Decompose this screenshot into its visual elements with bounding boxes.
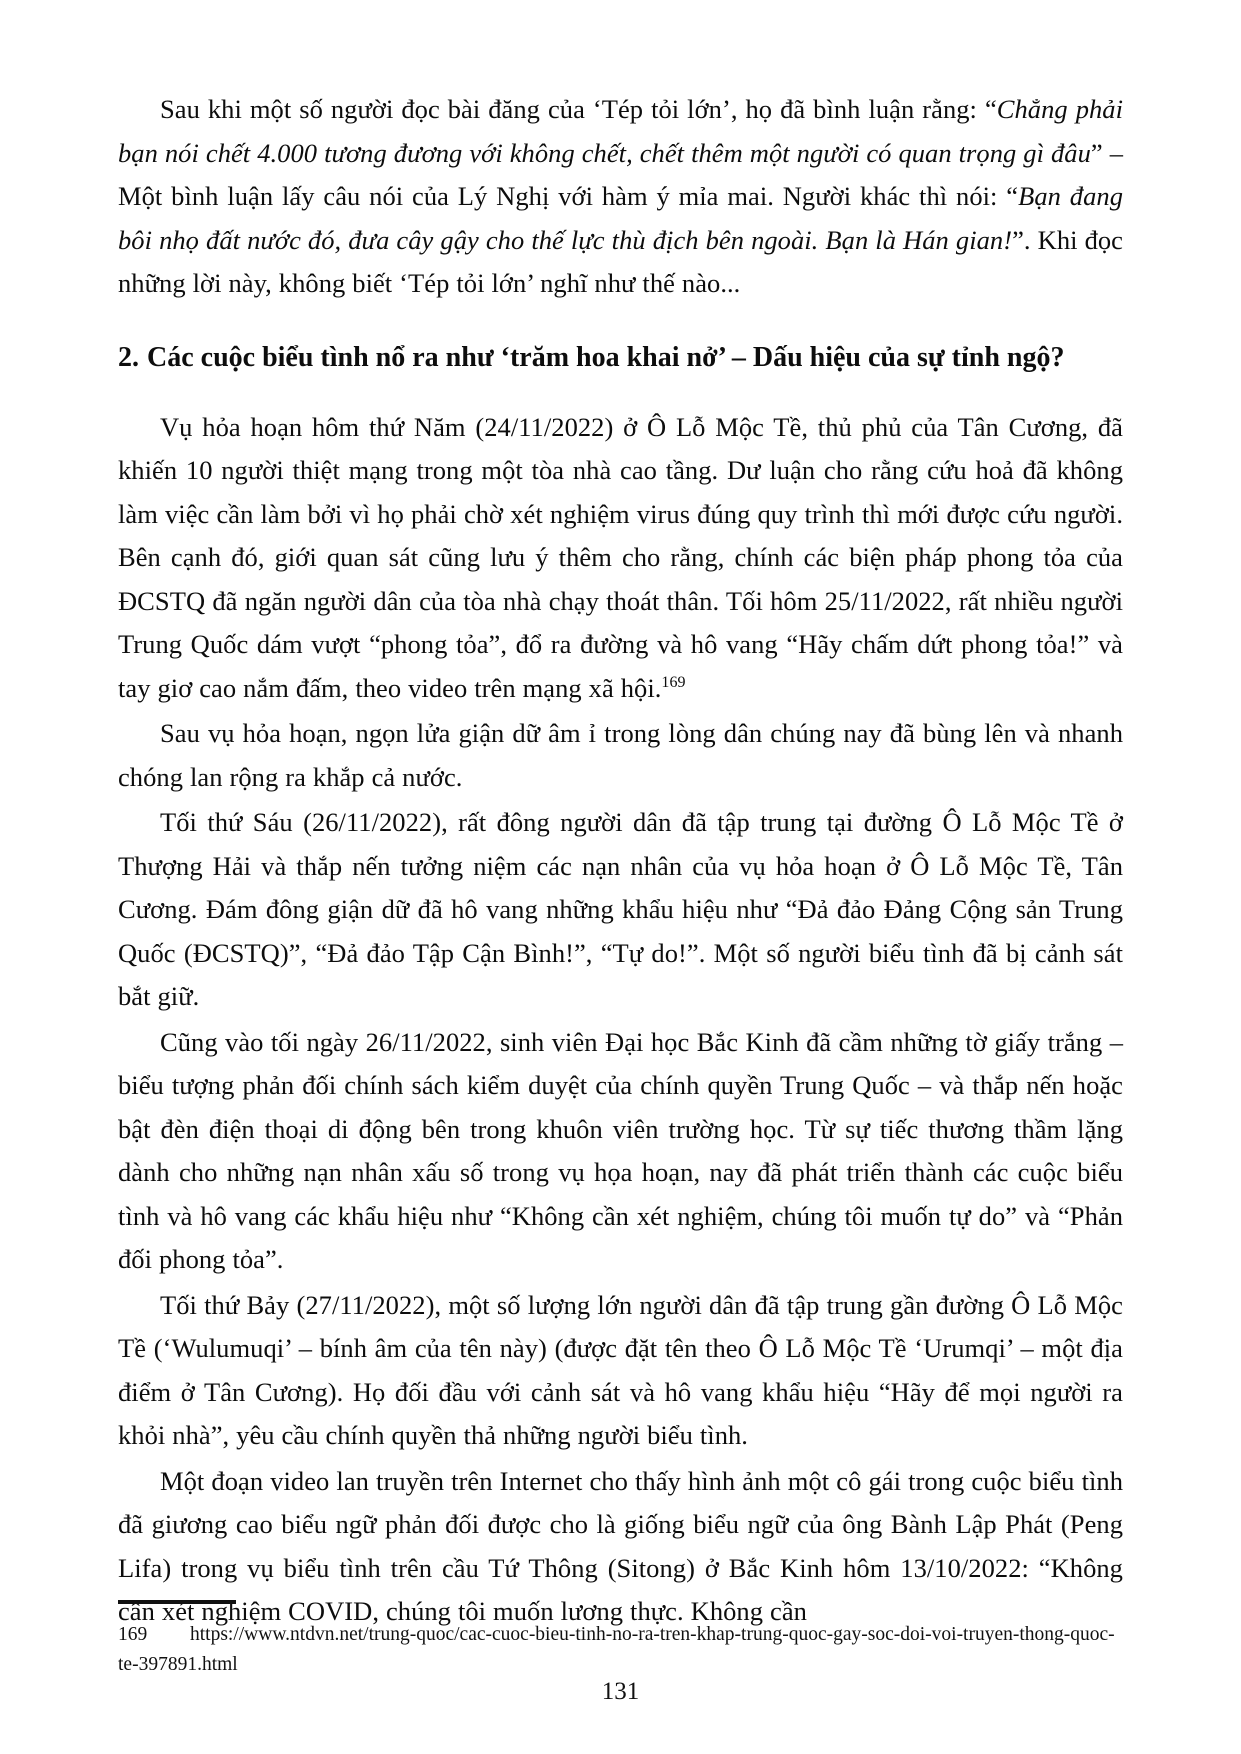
footnote-entry [118,1620,1123,1680]
footnote-url[interactable]: https://www.ntdvn.net/trung-quoc/cac-cuoc-bieu-tinh-no-ra-tren-khap-trung-quoc-gay-soc-doi-voi-truyen-thong-quoc-te-397891.html [118,1624,1115,1675]
footnote-reference-169[interactable]: 169 [661,673,686,691]
paragraph-text: Tối thứ Sáu (26/11/2022), rất đông người dân đã tập trung tại đường Ô Lỗ Mộc Tề ở Thượng Hải và thắp nến tưởng niệm các nạn nhân của vụ hỏa hoạn ở Ô Lỗ Mộc Tề, Tân Cương. Đám đông giận dữ đã hô vang những khẩu hiệu như “Đả đảo Đảng Cộng sản Trung Quốc (ĐCSTQ)”, “Đả đảo Tập Cận Bình!”, “Tự do!”. Một số người biểu tình đã bị cảnh sát bắt giữ. [118,807,1123,1011]
paragraph-tail-text: ”. Khi đọc những lời này, không biết ‘Tép tỏi lớn’ nghĩ như thế nào... [118,224,1123,298]
quote-chang-phai: Chẳng phải bạn nói chết 4.000 tương đương với không chết, chết thêm một người có quan trọng gì đâu [118,94,1124,168]
paragraph-text: Vụ hỏa hoạn hôm thứ Năm (24/11/2022) ở Ô Lỗ Mộc Tề, thủ phủ của Tân Cương, đã khiến 10 người thiệt mạng trong một tòa nhà cao tầng. Dư luận cho rằng cứu hoả đã không làm việc cần làm bởi vì họ phải chờ xét nghiệm virus đúng quy trình thì mới được cứu người. Bên cạnh đó, giới quan sát cũng lưu ý thêm cho rằng, chính các biện pháp phong tỏa của ĐCSTQ đã ngăn người dân của tòa nhà chạy thoát thân. Tối hôm 25/11/2022, rất nhiều người Trung Quốc dám vượt “phong tỏa”, đổ ra đường và hô vang “Hãy chấm dứt phong tỏa!” và tay giơ cao nắm đấm, theo video trên mạng xã hội. [118,411,1123,703]
footnote-number: 169 [118,1624,148,1645]
paragraph-text: Một đoạn video lan truyền trên Internet cho thấy hình ảnh một cô gái trong cuộc biểu tình đã giương cao biểu ngữ phản đối được cho là giống biểu ngữ của ông Bành Lập Phát (Peng Lifa) trong vụ biểu tình trên cầu Tứ Thông (Sitong) ở Bắc Kinh hôm 13/10/2022: “Không cần xét nghiệm COVID, chúng tôi muốn lương thực. Không cần [118,1465,1123,1626]
paragraph-anger-spread [118,712,1123,799]
section-heading-text: Các cuộc biểu tình nổ ra như ‘trăm hoa khai nở’ – Dấu hiệu của sự tỉnh ngộ? [147,341,1065,373]
page-number: 131 [601,1678,640,1705]
page-content [118,88,1123,1634]
paragraph-comments [118,88,1123,306]
paragraph-fire-incident [118,406,1123,711]
paragraph-text: Cũng vào tối ngày 26/11/2022, sinh viên Đại học Bắc Kinh đã cầm những tờ giấy trắng – biểu tượng phản đối chính sách kiểm duyệt của chính quyền Trung Quốc – và thắp nến hoặc bật đèn điện thoại di động bên trong khuôn viên trường học. Từ sự tiếc thương thầm lặng dành cho những nạn nhân xấu số trong vụ họa hoạn, nay đã phát triển thành các cuộc biểu tình và hô vang các khẩu hiệu như “Không cần xét nghiệm, chúng tôi muốn tự do” và “Phản đối phong tỏa”. [118,1026,1123,1274]
paragraph-text: Tối thứ Bảy (27/11/2022), một số lượng lớn người dân đã tập trung gần đường Ô Lỗ Mộc Tề (‘Wulumuqi’ – bính âm của tên này) (được đặt tên theo Ô Lỗ Mộc Tề ‘Urumqi’ – một địa điểm ở Tân Cương). Họ đối đầu với cảnh sát và hô vang khẩu hiệu “Hãy để mọi người ra khỏi nhà”, yêu cầu chính quyền thả những người biểu tình. [118,1289,1123,1450]
quote-ban-dang: Bạn đang bôi nhọ đất nước đó, đưa cây gậy cho thế lực thù địch bên ngoài. Bạn là Hán gian! [118,181,1123,255]
section-number: 2. [118,341,139,373]
footnote-separator-rule [118,1600,236,1604]
section-heading [118,336,1123,380]
paragraph-saturday-protest [118,1284,1123,1458]
footnote-area [118,1600,1123,1680]
paragraph-mid-text: ” – Một bình luận lấy câu nói của Lý Nghị với hàm ý mỉa mai. Người khác thì nói: “ [118,137,1124,211]
paragraph-lead-text: Sau khi một số người đọc bài đăng của ‘Tép tỏi lớn’, họ đã bình luận rằng: “ [160,94,997,124]
paragraph-friday-protest [118,801,1123,1019]
paragraph-beijing-students [118,1021,1123,1282]
paragraph-text: Sau vụ hỏa hoạn, ngọn lửa giận dữ âm ỉ trong lòng dân chúng nay đã bùng lên và nhanh chóng lan rộng ra khắp cả nước. [118,718,1123,792]
